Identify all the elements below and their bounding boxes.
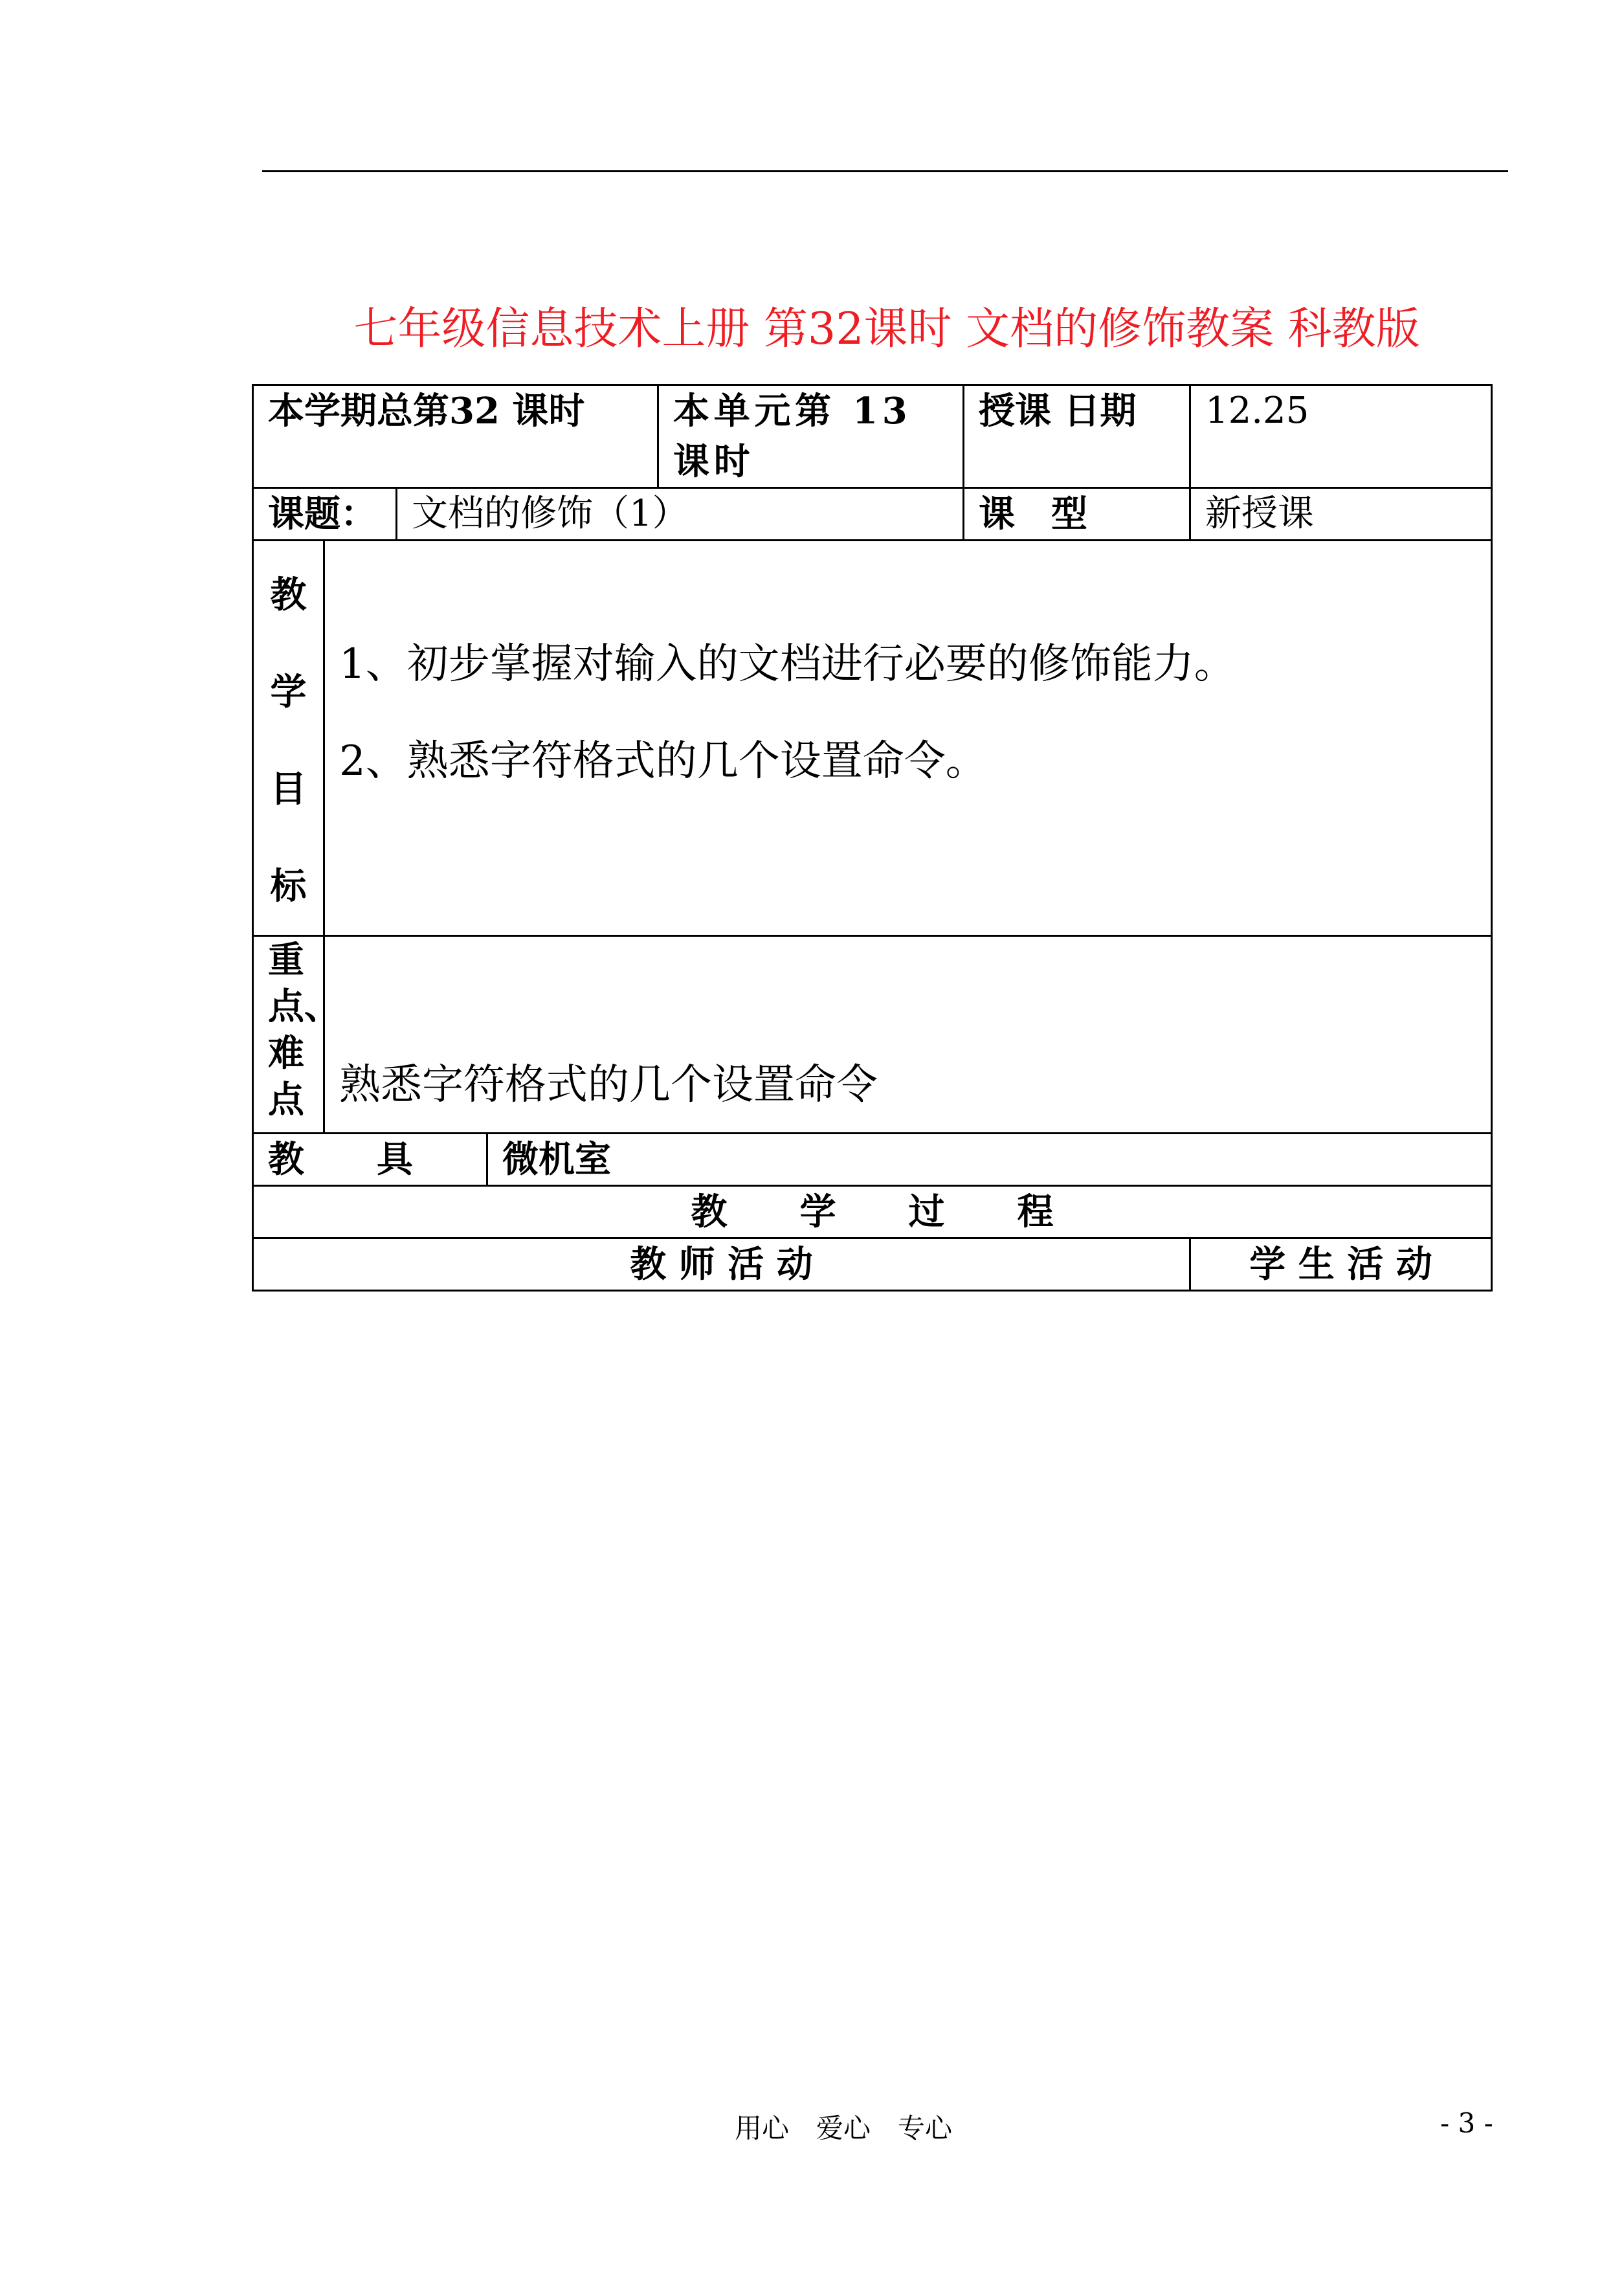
objectives-label-char: 目	[270, 768, 307, 811]
type-label: 课 型	[979, 493, 1087, 535]
table-row-process-heading	[253, 1186, 1492, 1238]
total-lesson-text: 本学期总第32 课时	[268, 390, 585, 432]
objectives-label-char: 标	[270, 865, 307, 908]
teacher-activity-cell	[253, 1238, 1190, 1291]
table-row-objectives	[253, 541, 1492, 936]
objectives-content-cell	[324, 541, 1492, 936]
table-row-key-points	[253, 936, 1492, 1134]
topic-value-cell	[397, 488, 964, 541]
student-activity-cell	[1190, 1238, 1492, 1291]
key-points-content-cell	[324, 936, 1492, 1134]
teacher-activity-heading: 教 师 活 动	[630, 1243, 813, 1286]
type-value: 新授课	[1205, 493, 1314, 535]
type-label-cell	[964, 488, 1190, 541]
student-activity-heading: 学 生 活 动	[1249, 1243, 1432, 1286]
type-value-cell	[1190, 488, 1492, 541]
topic-label: 课题：	[268, 493, 377, 535]
process-heading: 教 学 过 程	[691, 1191, 1054, 1233]
key-points-label-char: 点	[268, 1079, 304, 1121]
page-number: - 3 -	[1440, 2107, 1493, 2139]
footer-motto: 用心 爱心 专心	[735, 2112, 953, 2144]
key-points-label-cell	[253, 936, 340, 1134]
total-lesson-cell	[253, 385, 658, 488]
tools-value-cell	[487, 1134, 1492, 1186]
key-points-text: 熟悉字符格式的几个设置命令	[339, 1061, 878, 1109]
objectives-label-char: 学	[270, 671, 307, 713]
process-heading-cell	[253, 1186, 1492, 1238]
objective-item: 1、初步掌握对输入的文档进行必要的修饰能力。	[339, 640, 1236, 688]
key-points-label-char: 点、	[268, 985, 340, 1028]
tools-label-cell	[253, 1134, 487, 1186]
date-label-cell	[964, 385, 1190, 488]
objectives-label-cell	[253, 541, 324, 936]
header-rule	[262, 170, 1508, 172]
tools-value: 微机室	[502, 1138, 611, 1181]
table-row-header-info	[253, 385, 1492, 488]
document-title: 七年级信息技术上册 第32课时 文档的修饰教案 科教版	[353, 304, 1420, 355]
key-points-label-char: 重	[268, 939, 304, 981]
unit-lesson-text: 本单元第 13 课时	[673, 390, 912, 483]
date-value: 12.25	[1205, 390, 1309, 432]
objectives-label-char: 教	[270, 574, 307, 616]
objective-item: 2、熟悉字符格式的几个设置命令。	[339, 737, 987, 785]
date-value-cell	[1190, 385, 1492, 488]
tools-label: 教 具	[268, 1138, 413, 1181]
table-row-tools	[253, 1134, 1492, 1186]
key-points-label-char: 难	[268, 1032, 304, 1075]
date-label: 授课 日期	[979, 390, 1137, 432]
lesson-plan-table	[252, 384, 1493, 1292]
table-row-activities	[253, 1238, 1492, 1291]
topic-label-cell	[253, 488, 397, 541]
topic-value: 文档的修饰（1）	[412, 493, 689, 535]
unit-lesson-cell	[658, 385, 964, 488]
table-row-topic	[253, 488, 1492, 541]
